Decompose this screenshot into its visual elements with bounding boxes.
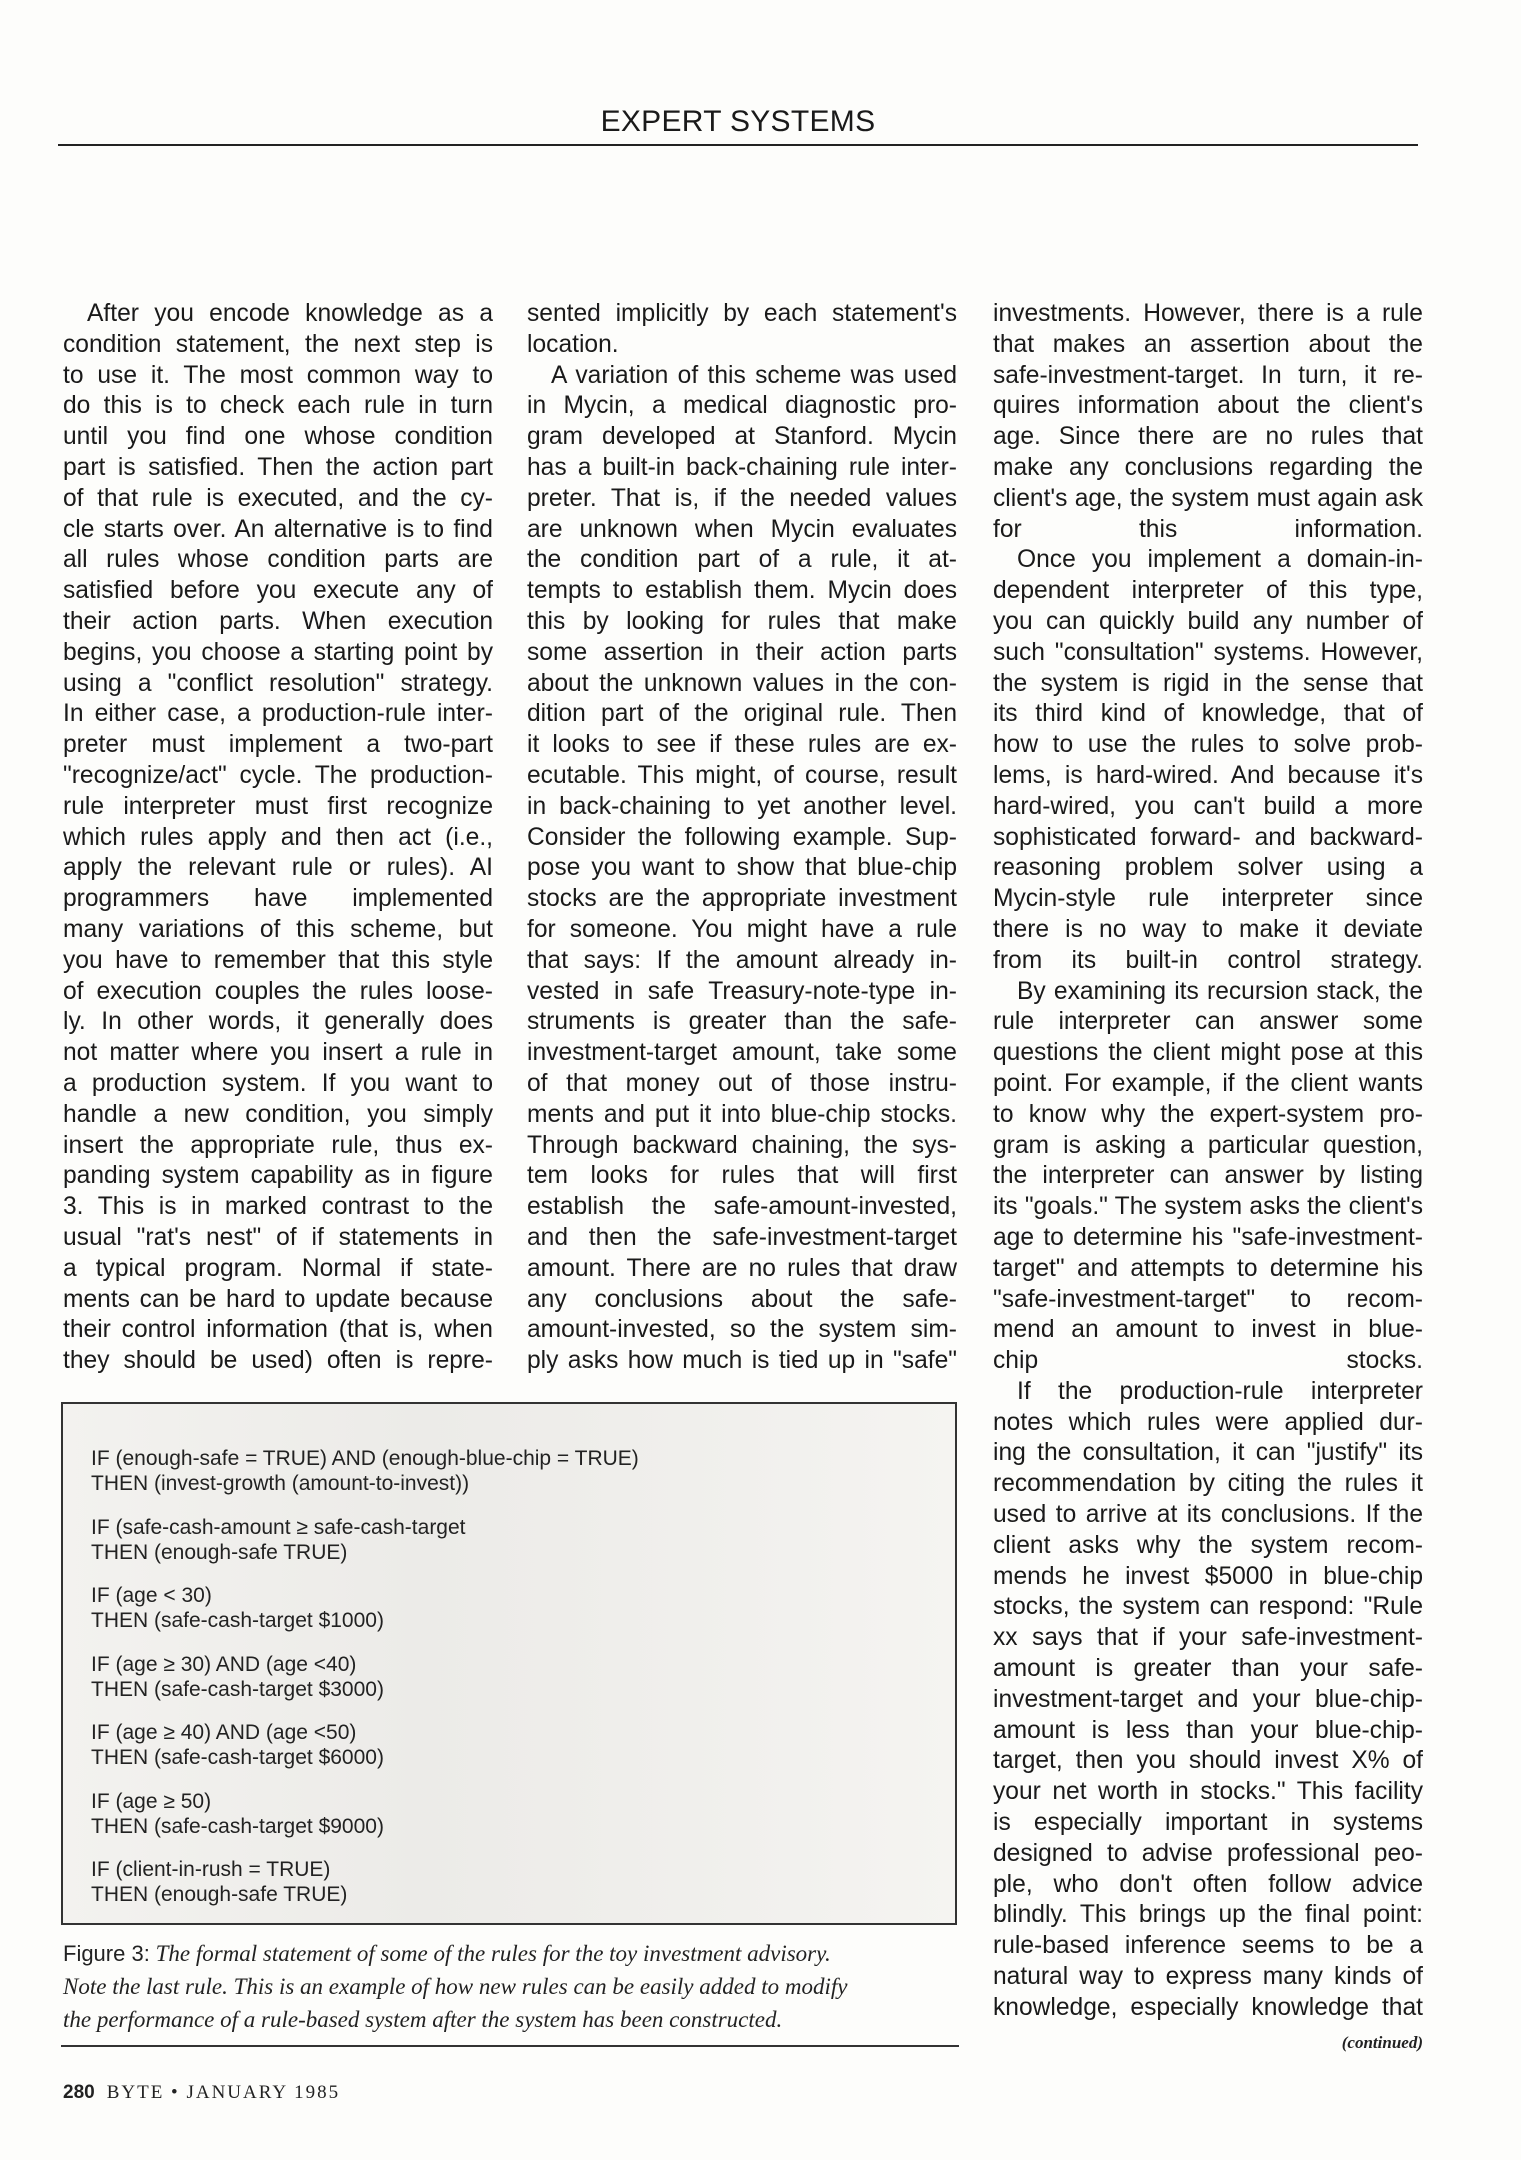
text-line: blindly. This brings up the final point: [993,1901,1423,1929]
text-line: target" and attempts to determine his [993,1254,1423,1282]
text-line: you have to remember that this style [63,946,493,974]
rule-group [91,1857,951,1907]
page-footer [63,2082,340,2104]
text-line: client asks why the system recom- [993,1531,1423,1559]
text-line: sented implicitly by each statement's [527,300,957,327]
text-line: knowledge, especially knowledge that [993,1993,1423,2021]
caption-label: Figure 3: [63,1941,150,1966]
text-line: its third kind of knowledge, that of [993,700,1423,728]
text-line: handle a new condition, you simply [63,1100,493,1128]
text-line: many variations of this scheme, but [63,915,493,943]
text-line: "recognize/act" cycle. The production- [63,761,493,789]
text-line: ecutable. This might, of course, result [527,761,957,789]
text-line: ly. In other words, it generally does [63,1008,493,1036]
text-line: programmers have implemented [63,885,493,913]
text-line: to know why the expert-system pro- [993,1100,1423,1128]
text-line: from its built-in control strategy. [993,946,1423,974]
text-line: usual "rat's nest" of if statements in [63,1223,493,1251]
text-line: "safe-investment-target" to recom- [993,1285,1423,1313]
text-line: By examining its recursion stack, the [1017,977,1423,1005]
text-line: preter must implement a two-part [63,731,493,759]
text-line: that says: If the amount already in- [527,946,957,974]
text-line: questions the client might pose at this [993,1039,1423,1067]
text-line: rule interpreter can answer some [993,1008,1423,1036]
text-line: part is satisfied. Then the action part [63,453,493,481]
rule-group [91,1583,951,1633]
text-line: make any conclusions regarding the [993,453,1423,481]
text-line: used to arrive at its conclusions. If the [993,1501,1423,1529]
figure-3-box [61,1402,957,1925]
text-line: begins, you choose a starting point by [63,638,493,666]
text-line: such "consultation" systems. However, [993,638,1423,666]
text-line: sophisticated forward- and backward- [993,823,1423,851]
text-line: preter. That is, if the needed values [527,484,957,512]
caption-divider [61,2045,959,2047]
text-line: some assertion in their action parts [527,638,957,666]
text-line: the system is rigid in the sense that [993,669,1423,697]
text-line: to use it. The most common way to [63,361,493,389]
rule-line: THEN (safe-cash-target $1000) [91,1609,384,1632]
text-line: you can quickly build any number of [993,607,1423,635]
text-line: and then the safe-investment-target [527,1223,957,1251]
text-line: Mycin-style rule interpreter since [993,885,1423,913]
text-line: they should be used) often is repre- [63,1347,493,1375]
text-line: stocks, the system can respond: "Rule [993,1593,1423,1621]
text-line: has a built-in back-chaining rule inter- [527,453,957,481]
text-line: not matter where you insert a rule in [63,1039,493,1067]
text-line: ments and put it into blue-chip stocks. [527,1100,957,1128]
text-line: If the production-rule interpreter [1017,1377,1423,1405]
text-line: cle starts over. An alternative is to find [63,515,493,543]
text-line: Consider the following example. Sup- [527,823,957,851]
text-line: xx says that if your safe-investment- [993,1624,1423,1652]
text-line: using a "conflict resolution" strategy. [63,669,493,697]
text-line: After you encode knowledge as a [87,300,493,327]
text-line: in Mycin, a medical diagnostic pro- [527,392,957,420]
rule-line: THEN (safe-cash-target $3000) [91,1677,384,1701]
text-line: that makes an assertion about the [993,330,1423,358]
rule-line: THEN (safe-cash-target $6000) [91,1746,384,1769]
text-line: it looks to see if these rules are ex- [527,731,957,759]
text-line: tempts to establish them. Mycin does [527,577,957,605]
text-line: rule-based inference seems to be a [993,1932,1423,1960]
figure-caption [63,1937,959,2036]
text-line: amount-invested, so the system sim- [527,1316,957,1344]
text-line: ply asks how much is tied up in "safe" [527,1347,957,1375]
text-line: Once you implement a domain-in- [1017,546,1423,574]
text-line: your net worth in stocks." This facility [993,1778,1423,1806]
running-head [58,102,1418,146]
rule-line: IF (enough-safe = TRUE) AND (enough-blue-chip = TRUE) [91,1447,639,1470]
rule-group [91,1446,951,1496]
text-line: until you find one whose condition [63,423,493,451]
text-line: condition statement, the next step is [63,330,493,358]
text-line: dition part of the original rule. Then [527,700,957,728]
text-line: hard-wired, you can't build a more [993,792,1423,820]
text-line: the interpreter can answer by listing [993,1162,1423,1190]
text-line: amount is greater than your safe- [993,1655,1423,1683]
text-line: vested in safe Treasury-note-type in- [527,977,957,1005]
rule-line: THEN (safe-cash-target $9000) [91,1814,384,1838]
text-line: any conclusions about the safe- [527,1285,957,1313]
text-line: chip stocks. [993,1347,1423,1375]
text-line: In either case, a production-rule inter- [63,700,493,728]
text-line: how to use the rules to solve prob- [993,731,1423,759]
text-line: ing the consultation, it can "justify" its [993,1439,1423,1467]
text-line: a production system. If you want to [63,1069,493,1097]
text-line: a typical program. Normal if state- [63,1254,493,1282]
text-line: natural way to express many kinds of [993,1963,1423,1991]
text-line: safe-investment-target. In turn, it re- [993,361,1423,389]
text-line: in back-chaining to yet another level. [527,792,957,820]
text-line: pose you want to show that blue-chip [527,854,957,882]
text-line: their control information (that is, when [63,1316,493,1344]
text-line: ments can be hard to update because [63,1285,493,1313]
rule-line: IF (age < 30) [91,1584,212,1607]
text-column-left [63,299,493,1377]
text-line: client's age, the system must again ask [993,484,1423,512]
text-line: of that money out of those instru- [527,1069,957,1097]
text-line: age. Since there are no rules that [993,423,1423,451]
text-line: struments is greater than the safe- [527,1008,957,1036]
text-line: for this information. [993,515,1423,543]
text-line: 3. This is in marked contrast to the [63,1193,493,1221]
text-line: of execution couples the rules loose- [63,977,493,1005]
text-line: for someone. You might have a rule [527,915,957,943]
text-line: mend an amount to invest in blue- [993,1316,1423,1344]
text-line: rule interpreter must first recognize [63,792,493,820]
caption-line: Figure 3: The formal statement of some of the rules for the toy investment advisory. [63,1941,831,1966]
rule-line: IF (age ≥ 40) AND (age <50) [91,1721,357,1744]
text-line: location. [527,330,619,358]
text-line: gram is asking a particular question, [993,1131,1423,1159]
text-line: amount is less than your blue-chip- [993,1716,1423,1744]
text-line: satisfied before you execute any of [63,577,493,605]
caption-line: the performance of a rule-based system after the system has been constructed. [63,2007,783,2032]
rule-line: THEN (invest-growth (amount-to-invest)) [91,1472,470,1495]
rule-group [91,1789,951,1839]
text-line: age to determine his "safe-investment- [993,1223,1423,1251]
text-line: ple, who don't often follow advice [993,1870,1423,1898]
rule-line: THEN (enough-safe TRUE) [91,1540,348,1564]
text-line: investments. However, there is a rule [993,300,1423,327]
text-line: tem looks for rules that will first [527,1162,957,1190]
rule-line: IF (age ≥ 50) [91,1789,212,1813]
text-line: all rules whose condition parts are [63,546,493,574]
text-line: investment-target amount, take some [527,1039,957,1067]
text-line: notes which rules were applied dur- [993,1408,1423,1436]
rule-line: IF (safe-cash-amount ≥ safe-cash-target [91,1515,466,1539]
text-line: quires information about the client's [993,392,1423,420]
text-column-right [993,299,1423,2024]
text-line: about the unknown values in the con- [527,669,957,697]
text-line: its "goals." The system asks the client's [993,1193,1423,1221]
text-line: designed to advise professional peo- [993,1839,1423,1867]
text-line: this by looking for rules that make [527,607,957,635]
text-line: their action parts. When execution [63,607,493,635]
text-column-middle [527,299,957,1377]
text-line: establish the safe-amount-invested, [527,1193,957,1221]
text-line: gram developed at Stanford. Mycin [527,423,957,451]
text-line: there is no way to make it deviate [993,915,1423,943]
text-line: target, then you should invest X% of [993,1747,1423,1775]
text-line: point. For example, if the client wants [993,1069,1423,1097]
text-line: Through backward chaining, the sys- [527,1131,957,1159]
rule-group [91,1515,951,1565]
rule-line: IF (client-in-rush = TRUE) [91,1858,331,1881]
text-line: stocks are the appropriate investment [527,885,957,913]
continued-note: (continued) [1341,2033,1423,2052]
figure-rules [91,1446,951,1926]
rule-line: IF (age ≥ 30) AND (age <40) [91,1652,357,1676]
text-line: the condition part of a rule, it at- [527,546,957,574]
text-line: lems, is hard-wired. And because it's [993,761,1423,789]
text-line: insert the appropriate rule, thus ex- [63,1131,493,1159]
text-line: investment-target and your blue-chip- [993,1685,1423,1713]
header-title: EXPERT SYSTEMS [600,105,876,138]
rule-group [91,1720,951,1770]
rule-line: THEN (enough-safe TRUE) [91,1883,348,1906]
text-line: A variation of this scheme was used [551,361,957,389]
text-line: do this is to check each rule in turn [63,392,493,420]
text-line: apply the relevant rule or rules). AI [63,854,493,882]
text-line: is especially important in systems [993,1809,1423,1837]
text-line: panding system capability as in figure [63,1162,493,1190]
text-line: mends he invest $5000 in blue-chip [993,1562,1423,1590]
rule-group [91,1652,951,1702]
text-line: reasoning problem solver using a [993,854,1423,882]
publication-line: BYTE • JANUARY 1985 [106,2082,341,2103]
text-line: dependent interpreter of this type, [993,577,1423,605]
text-line: are unknown when Mycin evaluates [527,515,957,543]
page-number: 280 [63,2082,95,2103]
text-line: of that rule is executed, and the cy- [63,484,493,512]
text-line: recommendation by citing the rules it [993,1470,1423,1498]
caption-line: Note the last rule. This is an example of how new rules can be easily added to modify [63,1974,848,1999]
text-line: amount. There are no rules that draw [527,1254,957,1282]
text-line: which rules apply and then act (i.e., [63,823,493,851]
